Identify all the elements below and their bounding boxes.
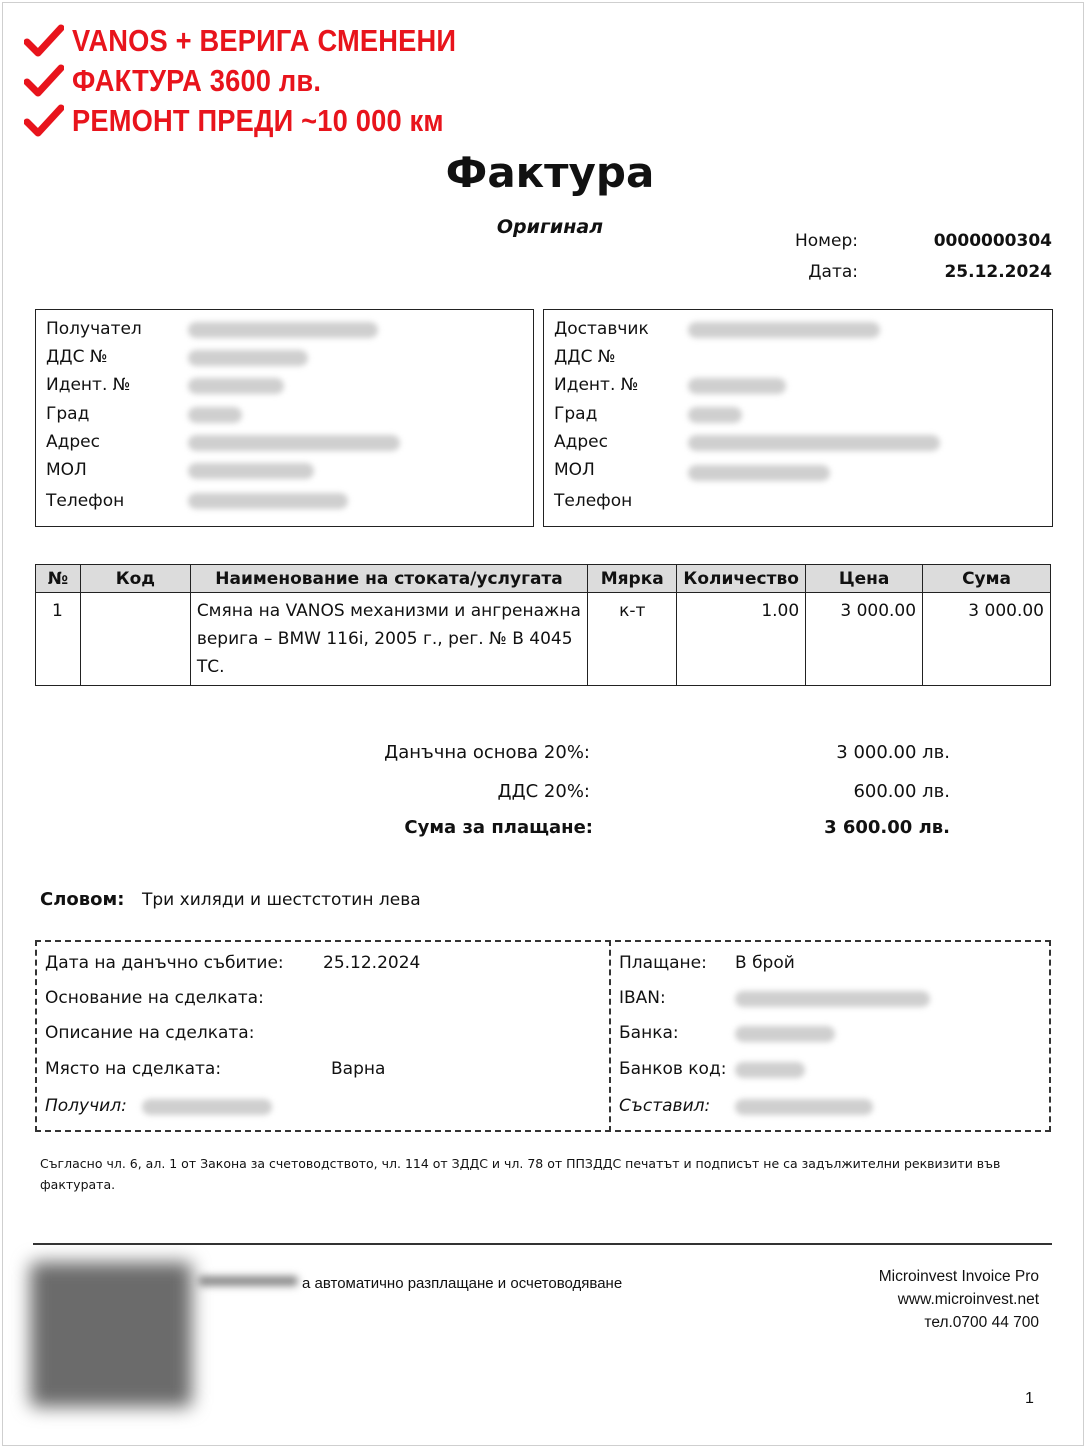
received-label: Получил:	[45, 1096, 127, 1116]
footer-rule	[33, 1243, 1052, 1245]
redacted-field	[688, 407, 742, 423]
supplier-vat-label: ДДС №	[554, 347, 616, 367]
checkmark-icon	[24, 64, 64, 98]
bank-label: Банка:	[619, 1023, 679, 1043]
redacted-field	[188, 322, 378, 338]
page-number: 1	[1025, 1390, 1034, 1407]
checkmark-icon	[24, 24, 64, 58]
supplier-label: Доставчик	[554, 319, 649, 339]
redacted-field	[688, 322, 880, 338]
table-header-row	[36, 565, 1051, 593]
redacted-field	[688, 378, 786, 394]
cell-sum: 3 000.00	[923, 593, 1051, 686]
redacted-field	[188, 378, 284, 394]
supplier-phone-label: Телефон	[554, 491, 633, 511]
items-table	[35, 564, 1051, 686]
table-row	[36, 593, 1051, 686]
cell-no: 1	[36, 593, 81, 686]
payment-value: В брой	[735, 953, 795, 973]
redacted-field	[198, 1276, 298, 1286]
redacted-field	[188, 493, 348, 509]
supplier-box	[543, 309, 1053, 527]
in-words-value: Три хиляди и шестстотин лева	[142, 890, 421, 910]
number-label: Номер:	[795, 231, 858, 251]
invoice-date: 25.12.2024	[944, 262, 1052, 282]
redacted-field	[188, 435, 400, 451]
redacted-field	[735, 1099, 873, 1115]
recipient-city-label: Град	[46, 404, 90, 424]
recipient-box	[35, 309, 534, 527]
vat-label: ДДС 20%:	[497, 781, 590, 802]
footer-product: Microinvest Invoice Pro	[878, 1268, 1039, 1285]
col-header-name: Наименование на стоката/услугата	[190, 565, 587, 593]
redacted-field	[688, 465, 830, 481]
supplier-address-label: Адрес	[554, 432, 608, 452]
footer-website[interactable]: www.microinvest.net	[897, 1291, 1039, 1308]
description-label: Описание на сделката:	[45, 1023, 255, 1043]
iban-label: IBAN:	[619, 988, 666, 1008]
date-label: Дата:	[808, 262, 858, 282]
details-divider	[609, 940, 611, 1132]
total-value: 3 600.00 лв.	[824, 817, 950, 838]
redacted-field	[188, 407, 242, 423]
cell-price: 3 000.00	[806, 593, 923, 686]
place-label: Място на сделката:	[45, 1059, 222, 1079]
tax-base-value: 3 000.00 лв.	[836, 742, 950, 763]
recipient-mol-label: МОЛ	[46, 460, 87, 480]
col-header-unit: Мярка	[588, 565, 677, 593]
redacted-field	[188, 350, 308, 366]
redacted-field	[142, 1099, 272, 1115]
footer-promo: а автоматично разплащане и осчетоводяване	[302, 1275, 623, 1292]
supplier-mol-label: МОЛ	[554, 460, 595, 480]
invoice-title: Фактура	[445, 148, 655, 197]
checkmark-icon	[24, 104, 64, 138]
recipient-address-label: Адрес	[46, 432, 100, 452]
in-words-label: Словом:	[40, 889, 125, 910]
supplier-id-label: Идент. №	[554, 375, 639, 395]
compiled-label: Съставил:	[619, 1096, 711, 1116]
cell-unit: к-т	[588, 593, 677, 686]
redacted-field	[735, 991, 930, 1007]
annotation-text: РЕМОНТ ПРЕДИ ~10 000 км	[72, 103, 444, 138]
col-header-price: Цена	[806, 565, 923, 593]
recipient-id-label: Идент. №	[46, 375, 131, 395]
supplier-city-label: Град	[554, 404, 598, 424]
col-header-sum: Сума	[923, 565, 1051, 593]
annotation-line-1	[24, 21, 509, 61]
col-header-no: №	[36, 565, 81, 593]
redacted-field	[688, 435, 940, 451]
invoice-subtitle: Оригинал	[496, 216, 604, 238]
annotation-line-3	[24, 101, 494, 141]
bank-code-label: Банков код:	[619, 1059, 727, 1079]
redacted-field	[188, 463, 314, 479]
recipient-phone-label: Телефон	[46, 491, 125, 511]
recipient-vat-label: ДДС №	[46, 347, 108, 367]
col-header-qty: Количество	[677, 565, 806, 593]
legal-note: Съгласно чл. 6, ал. 1 от Закона за счетоводството, чл. 114 от ЗДДС и чл. 78 от ППЗДДС печатът и подписът не са задължителни реквизити във фактурата.	[40, 1156, 1001, 1192]
footer-phone: тел.0700 44 700	[924, 1314, 1039, 1331]
total-label: Сума за плащане:	[404, 817, 593, 838]
redacted-field	[735, 1062, 805, 1078]
tax-event-value: 25.12.2024	[323, 953, 421, 973]
annotation-text: VANOS + ВЕРИГА СМЕНЕНИ	[72, 23, 457, 58]
tax-event-label: Дата на данъчно събитие:	[45, 953, 284, 973]
redacted-field	[735, 1026, 835, 1042]
redacted-qr-code	[30, 1262, 192, 1407]
vat-value: 600.00 лв.	[853, 781, 950, 802]
cell-name: Смяна на VANOS механизми и ангренажна верига – BMW 116i, 2005 г., рег. № В 4045 ТС.	[190, 593, 587, 686]
basis-label: Основание на сделката:	[45, 988, 264, 1008]
annotation-line-2	[24, 61, 355, 101]
place-value: Варна	[331, 1059, 386, 1079]
cell-code	[80, 593, 190, 686]
tax-base-label: Данъчна основа 20%:	[384, 742, 590, 763]
recipient-label: Получател	[46, 319, 142, 339]
col-header-code: Код	[80, 565, 190, 593]
annotation-text: ФАКТУРА 3600 лв.	[72, 63, 322, 98]
payment-label: Плащане:	[619, 953, 707, 973]
cell-qty: 1.00	[677, 593, 806, 686]
invoice-number: 0000000304	[933, 231, 1052, 251]
